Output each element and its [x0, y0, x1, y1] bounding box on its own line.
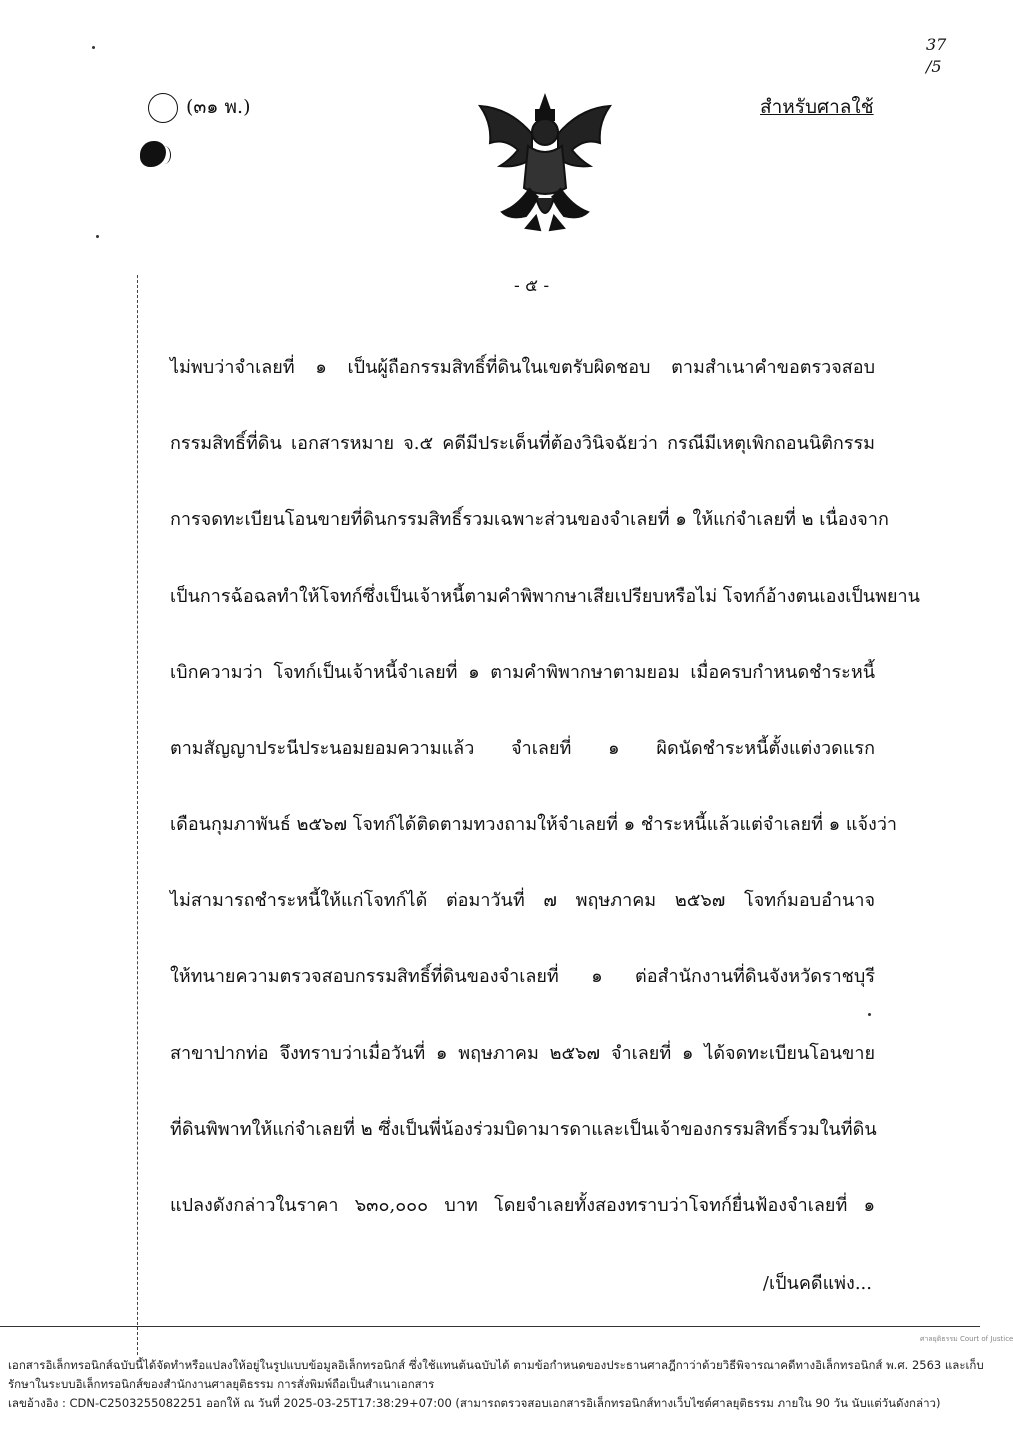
court-stamp-text: ศาลยุติธรรม Court of Justice [920, 1335, 1013, 1343]
footer-line-2: รักษาในระบบอิเล็กทรอนิกส์ของสำนักงานศาลยุติธรรม การสั่งพิมพ์ถือเป็นสำเนาเอกสาร [8, 1377, 435, 1391]
page-number: - ๕ - [514, 276, 550, 296]
body-line: เดือนกุมภาพันธ์ ๒๕๖๗ โจทก์ได้ติดตามทวงถามให้จำเลยที่ ๑ ชำระหนี้แล้วแต่จำเลยที่ ๑ แจ้งว่า [170, 814, 898, 835]
footer-reference-line: เลขอ้างอิง : CDN-C2503255082251 ออกให้ ณ วันที่ 2025-03-25T17:38:29+07:00 (สามารถตรวจสอบเอกสารอิเล็กทรอนิกส์ทางเว็บไซต์ศาลยุติธรรม ภายใน 90 วัน นับแต่วันดังกล่าว) [8, 1396, 941, 1410]
body-line: สาขาปากท่อ จึงทราบว่าเมื่อวันที่ ๑ พฤษภาคม ๒๕๖๗ จำเลยที่ ๑ ได้จดทะเบียนโอนขาย [170, 1043, 875, 1064]
body-line: ที่ดินพิพาทให้แก่จำเลยที่ ๒ ซึ่งเป็นพี่น้องร่วมบิดามารดาและเป็นเจ้าของกรรมสิทธิ์รวมในที่ดิน [170, 1119, 877, 1140]
body-line: ไม่สามารถชำระหนี้ให้แก่โจทก์ได้ ต่อมาวันที่ ๗ พฤษภาคม ๒๕๖๗ โจทก์มอบอำนาจ [170, 890, 875, 911]
body-line: กรรมสิทธิ์ที่ดิน เอกสารหมาย จ.๕ คดีมีประเด็นที่ต้องวินิจฉัยว่า กรณีมีเหตุเพิกถอนนิติกรรม [170, 433, 875, 454]
scan-speck [92, 46, 95, 49]
ink-blot-arc [158, 146, 171, 164]
page-reference-bottom: /5 [926, 57, 942, 76]
form-code: (๓๑ พ.) [186, 96, 251, 118]
body-line: ไม่พบว่าจำเลยที่ ๑ เป็นผู้ถือกรรมสิทธิ์ที่ดินในเขตรับผิดชอบ ตามสำเนาคำขอตรวจสอบ [170, 357, 875, 378]
circle-mark [148, 93, 178, 123]
left-margin-rule [137, 275, 138, 1355]
court-use-label: สำหรับศาลใช้ [760, 96, 874, 118]
scan-speck [96, 235, 99, 238]
garuda-emblem-icon [470, 88, 620, 238]
continuation-text: /เป็นคดีแพ่ง... [762, 1273, 872, 1294]
scan-speck [868, 1013, 871, 1016]
footer-notice [8, 1356, 984, 1413]
body-line: เบิกความว่า โจทก์เป็นเจ้าหนี้จำเลยที่ ๑ ตามคำพิพากษาตามยอม เมื่อครบกำหนดชำระหนี้ [170, 662, 875, 683]
body-line: แปลงดังกล่าวในราคา ๖๓๐,๐๐๐ บาท โดยจำเลยทั้งสองทราบว่าโจทก์ยื่นฟ้องจำเลยที่ ๑ [170, 1195, 875, 1216]
body-line: ตามสัญญาประนีประนอมยอมความแล้ว จำเลยที่ ๑ ผิดนัดชำระหนี้ตั้งแต่งวดแรก [170, 738, 875, 759]
page-reference-top: 37 [926, 35, 947, 54]
body-line: ให้ทนายความตรวจสอบกรรมสิทธิ์ที่ดินของจำเลยที่ ๑ ต่อสำนักงานที่ดินจังหวัดราชบุรี [170, 966, 875, 987]
footer-line-1: เอกสารอิเล็กทรอนิกส์ฉบับนี้ได้จัดทำหรือแปลงให้อยู่ในรูปแบบข้อมูลอิเล็กทรอนิกส์ ซึ่งใช้แทนต้นฉบับได้ ตามข้อกำหนดของประธานศาลฎีกาว่าด้วยวิธีพิจารณาคดีทางอิเล็กทรอนิกส์ พ.ศ. 2563 และเก็บ [8, 1358, 984, 1372]
body-line: เป็นการฉ้อฉลทำให้โจทก์ซึ่งเป็นเจ้าหนี้ตามคำพิพากษาเสียเปรียบหรือไม่ โจทก์อ้างตนเองเป็นพยาน [170, 586, 920, 607]
body-line: การจดทะเบียนโอนขายที่ดินกรรมสิทธิ์รวมเฉพาะส่วนของจำเลยที่ ๑ ให้แก่จำเลยที่ ๒ เนื่องจาก [170, 509, 889, 530]
page-reference [926, 34, 946, 78]
footer-divider [0, 1326, 980, 1327]
